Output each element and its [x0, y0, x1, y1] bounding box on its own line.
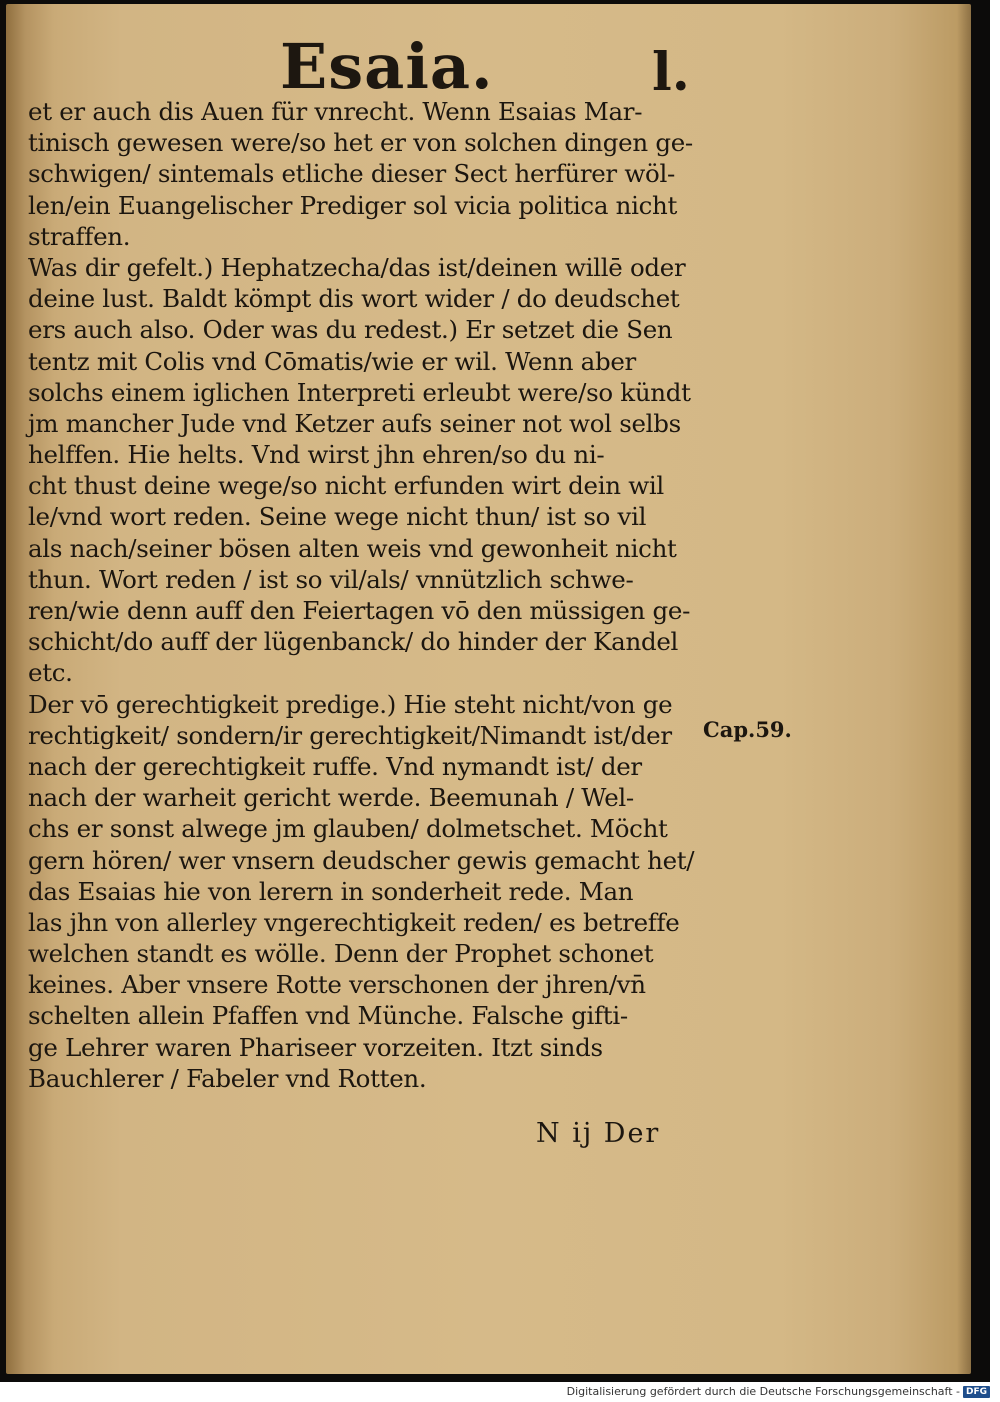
text-line: chs er sonst alwege jm glauben/ dolmetschet. Möcht — [28, 814, 668, 844]
text-line: rechtigkeit/ sondern/ir gerechtigkeit/Nimandt ist/der — [28, 720, 672, 750]
text-line: Der vō gerechtigkeit predige.) Hie steht nicht/von ge — [28, 689, 673, 719]
text-line: schwigen/ sintemals etliche dieser Sect herfürer wöl- — [28, 159, 675, 189]
running-title: Esaia. — [280, 30, 494, 103]
text-line: straffen. — [28, 221, 131, 251]
text-line: gern hören/ wer vnsern deudscher gewis gemacht het/ — [28, 845, 695, 875]
text-line: et er auch dis Auen für vnrecht. Wenn Esaias Mar- — [28, 97, 643, 126]
text-line: tinisch gewesen were/so het er von solchen dingen ge- — [28, 128, 693, 158]
margin-note: Cap.59. — [703, 717, 792, 742]
text-line: als nach/seiner bösen alten weis vnd gewonheit nicht — [28, 533, 677, 563]
text-line: thun. Wort reden / ist so vil/als/ vnnützlich schwe- — [28, 564, 634, 594]
page-edge-shadow — [957, 4, 971, 1374]
text-line: schicht/do auff der lügenbanck/ do hinder der Kandel — [28, 627, 679, 657]
text-line: cht thust deine wege/so nicht erfunden wirt dein wil — [28, 471, 664, 501]
text-line: etc. — [28, 658, 73, 688]
text-line: le/vnd wort reden. Seine wege nicht thun/ ist so vil — [28, 502, 647, 532]
text-line: nach der gerechtigkeit ruffe. Vnd nymandt ist/ der — [28, 751, 642, 781]
text-line: len/ein Euangelischer Prediger sol vicia politica nicht — [28, 190, 678, 220]
text-line: ren/wie denn auff den Feiertagen vō den müssigen ge- — [28, 596, 691, 625]
footer-credit-text: Digitalisierung gefördert durch die Deutsche Forschungsgemeinschaft - — [566, 1385, 960, 1398]
text-line: jm mancher Jude vnd Ketzer aufs seiner not wol selbs — [28, 408, 681, 438]
text-line: ers auch also. Oder was du redest.) Er setzet die Sen — [28, 315, 673, 345]
text-line: las jhn von allerley vngerechtigkeit reden/ es betreffe — [28, 907, 680, 937]
body-text — [28, 96, 708, 1094]
text-line: deine lust. Baldt kömpt dis wort wider / do deudschet — [28, 284, 680, 314]
text-line: tentz mit Colis vnd Cōmatis/wie er wil. Wenn aber — [28, 346, 636, 376]
text-line: welchen standt es wölle. Denn der Prophet schonet — [28, 939, 654, 969]
text-line: nach der warheit gericht werde. Beemunah / Wel- — [28, 783, 634, 813]
text-line: keines. Aber vnsere Rotte verschonen der jhren/vn̄ — [28, 970, 646, 1000]
text-line: solchs einem iglichen Interpreti erleubt were/so kündt — [28, 377, 691, 407]
text-line: ge Lehrer waren Phariseer vorzeiten. Itzt sinds — [28, 1032, 603, 1062]
footer-credit — [567, 1385, 990, 1398]
text-line: helffen. Hie helts. Vnd wirst jhn ehren/so du ni- — [28, 440, 605, 470]
text-line: schelten allein Pfaffen vnd Münche. Falsche gifti- — [28, 1001, 628, 1031]
text-line: Bauchlerer / Fabeler vnd Rotten. — [28, 1063, 427, 1093]
text-line: das Esaias hie von lerern in sonderheit rede. Man — [28, 876, 634, 906]
folio-number: l. — [652, 42, 690, 103]
text-line: Was dir gefelt.) Hephatzecha/das ist/deinen willē oder — [28, 252, 686, 282]
dfg-logo[interactable]: DFG — [963, 1386, 990, 1398]
catchword: N ij Der — [536, 1118, 661, 1149]
